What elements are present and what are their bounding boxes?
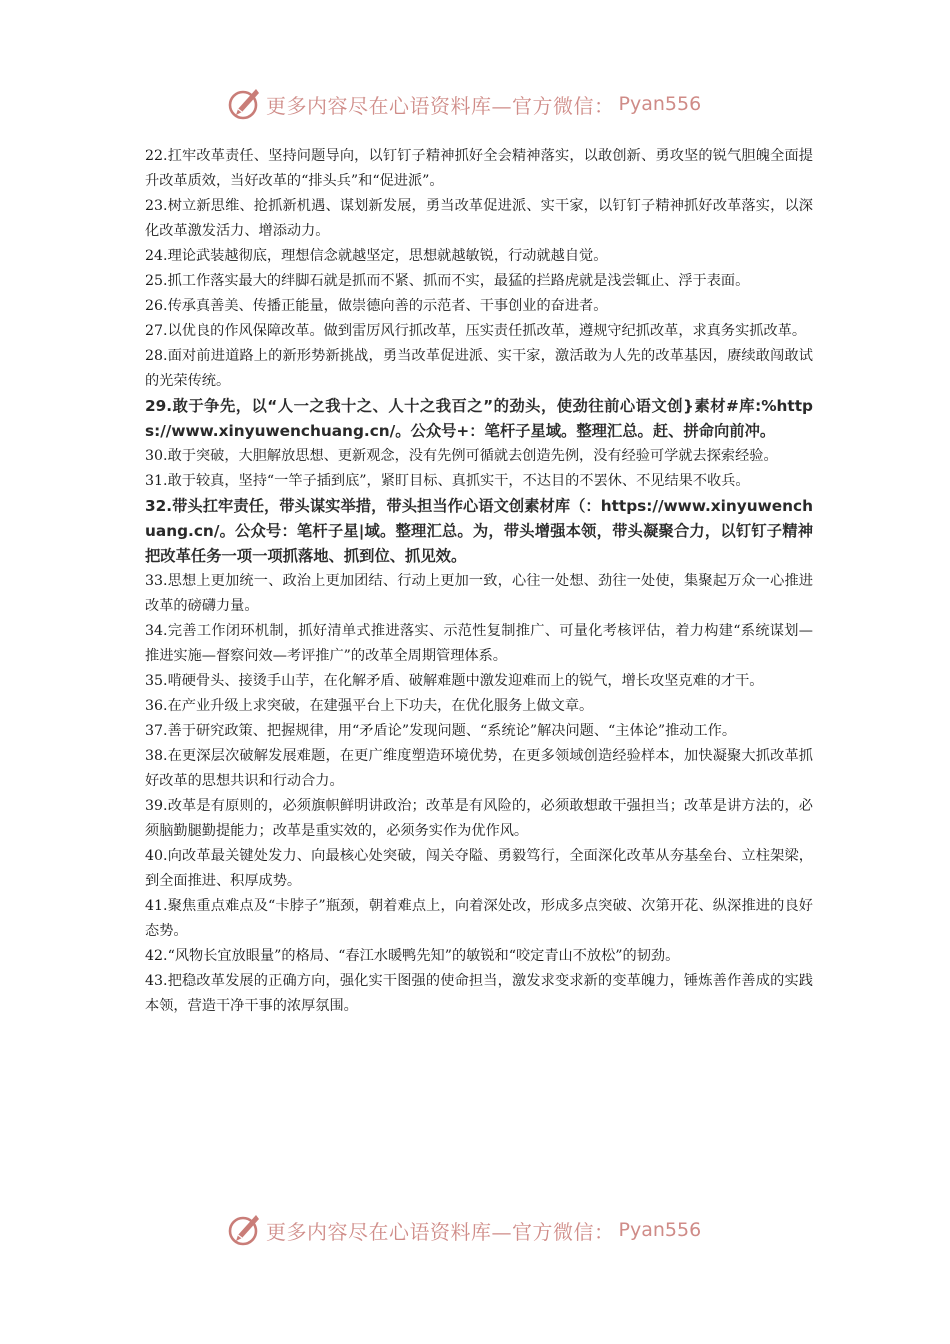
list-item: 31.敢于较真，坚持“一竿子插到底”，紧盯目标、真抓实干，不达目的不罢休、不见结果不收兵。 (145, 473, 750, 489)
list-item: 26.传承真善美、传播正能量，做崇德向善的示范者、干事创业的奋进者。 (145, 298, 608, 314)
list-item: 24.理论武装越彻底，理想信念就越坚定，思想就越敏锐，行动就越自觉。 (145, 248, 608, 264)
article-body (145, 144, 813, 1019)
header-banner (226, 84, 701, 124)
footer-banner (226, 1210, 701, 1250)
list-item: 34.完善工作闭环机制，抓好清单式推进落实、示范性复制推广、可量化考核评估，着力构建“系统谋划—推进实施—督察问效—考评推广”的改革全周期管理体系。 (145, 623, 813, 664)
list-item: 23.树立新思维、抢抓新机遇、谋划新发展，勇当改革促进派、实干家，以钉钉子精神抓好改革落实，以深化改革激发活力、增添动力。 (145, 198, 813, 239)
list-item: 28.面对前进道路上的新形势新挑战，勇当改革促进派、实干家，激活敢为人先的改革基因，赓续敢闯敢试的光荣传统。 (145, 348, 813, 389)
wechat-id: Pyan556 (618, 1219, 702, 1241)
list-item: 33.思想上更加统一、政治上更加团结、行动上更加一致，心往一处想、劲往一处使，集聚起万众一心推进改革的磅礴力量。 (145, 573, 813, 614)
wechat-id: Pyan556 (618, 93, 702, 115)
list-item: 43.把稳改革发展的正确方向，强化实干图强的使命担当，激发求变求新的变革魄力，锤炼善作善成的实践本领，营造干净干事的浓厚氛围。 (145, 973, 813, 1014)
list-item: 42.“风物长宜放眼量”的格局、“春江水暖鸭先知”的敏锐和“咬定青山不放松”的韧劲。 (145, 948, 680, 964)
list-item: 32.带头扛牢责任，带头谋实举措，带头担当作心语文创素材库（：https://www.xinyuwenchuang.cn/。公众号：笔杆子星|域。整理汇总。为，带头增强本领，带头凝聚合力，以钉钉子精神把改革任务一项一项抓落地、抓到位、抓见效。 (145, 497, 813, 565)
list-item: 29.敢于争先，以“人一之我十之、人十之我百之”的劲头，使劲往前心语文创}素材#库:%https://www.xinyuwenchuang.cn/。公众号+：笔杆子星域。整理汇总。赶、拼命向前冲。 (145, 397, 813, 440)
list-item: 25.抓工作落实最大的绊脚石就是抓而不紧、抓而不实，最猛的拦路虎就是浅尝辄止、浮于表面。 (145, 273, 750, 289)
list-item: 27.以优良的作风保障改革。做到雷厉风行抓改革，压实责任抓改革，遵规守纪抓改革，求真务实抓改革。 (145, 323, 807, 339)
banner-text: 更多内容尽在心语资料库—官方微信： (266, 1219, 615, 1244)
list-item: 40.向改革最关键处发力、向最核心处突破，闯关夺隘、勇毅笃行，全面深化改革从夯基垒台、立柱架梁，到全面推进、积厚成势。 (145, 848, 813, 889)
list-item: 38.在更深层次破解发展难题，在更广维度塑造环境优势，在更多领域创造经验样本，加快凝聚大抓改革抓好改革的思想共识和行动合力。 (145, 748, 813, 789)
quill-seal-icon (226, 1212, 262, 1248)
list-item: 37.善于研究政策、把握规律，用“矛盾论”发现问题、“系统论”解决问题、“主体论”推动工作。 (145, 723, 737, 739)
list-item: 22.扛牢改革责任、坚持问题导向，以钉钉子精神抓好全会精神落实，以敢创新、勇攻坚的锐气胆魄全面提升改革质效，当好改革的“排头兵”和“促进派”。 (145, 148, 813, 189)
list-item: 30.敢于突破，大胆解放思想、更新观念，没有先例可循就去创造先例，没有经验可学就去探索经验。 (145, 448, 778, 464)
banner-text: 更多内容尽在心语资料库—官方微信： (266, 93, 615, 118)
list-item: 39.改革是有原则的，必须旗帜鲜明讲政治；改革是有风险的，必须敢想敢干强担当；改革是讲方法的，必须脑勤腿勤提能力；改革是重实效的，必须务实作为优作风。 (145, 798, 813, 839)
list-item: 35.啃硬骨头、接烫手山芋，在化解矛盾、破解难题中激发迎难而上的锐气，增长攻坚克难的才干。 (145, 673, 764, 689)
list-item: 41.聚焦重点难点及“卡脖子”瓶颈，朝着难点上，向着深处改，形成多点突破、次第开花、纵深推进的良好态势。 (145, 898, 813, 939)
list-item: 36.在产业升级上求突破，在建强平台上下功夫，在优化服务上做文章。 (145, 698, 594, 714)
quill-seal-icon (226, 86, 262, 122)
